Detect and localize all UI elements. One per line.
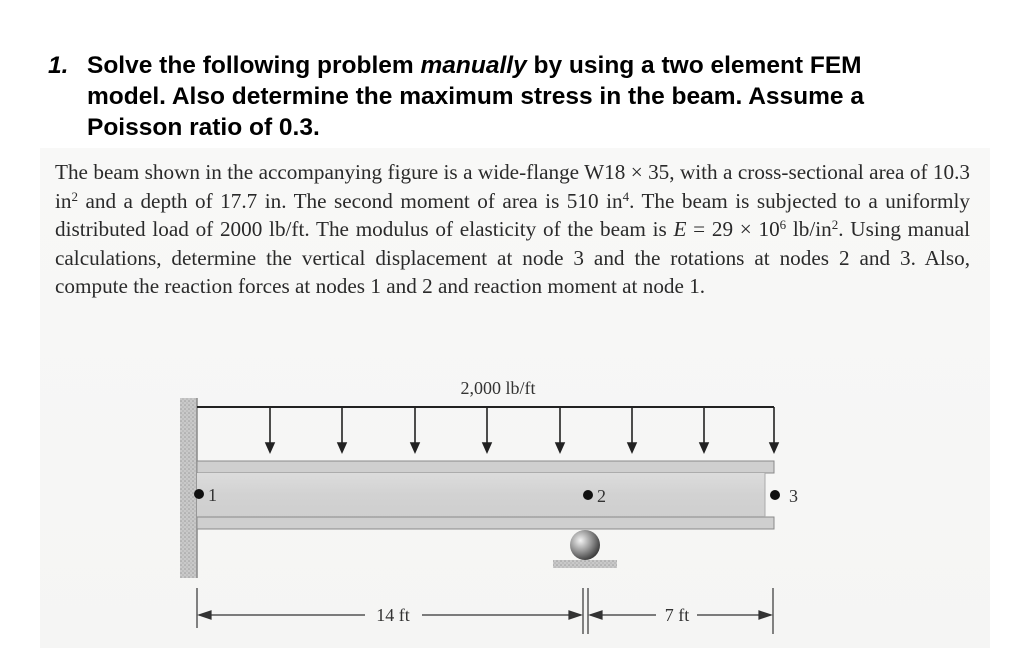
beam-bottom-flange xyxy=(197,517,774,529)
paragraph-text-4: = 29 × 10 xyxy=(686,217,780,242)
node-3-label: 3 xyxy=(789,486,798,506)
node-2-label: 2 xyxy=(597,486,606,506)
node-1-label: 1 xyxy=(208,485,217,505)
roller-ground xyxy=(553,560,617,568)
load-arrow xyxy=(628,407,636,452)
load-arrow xyxy=(700,407,708,452)
problem-line1-prefix: Solve the following problem xyxy=(87,52,421,79)
load-arrow xyxy=(556,407,564,452)
node-3-marker xyxy=(770,490,780,500)
superscript-modulus-unit: 2 xyxy=(831,217,839,233)
superscript-inertia-unit: 4 xyxy=(622,188,630,204)
node-1-marker xyxy=(194,489,204,499)
load-arrows xyxy=(266,407,778,452)
load-arrow xyxy=(770,407,778,452)
paragraph-text-2: and a depth of 17.7 in. The second moment of area is 510 in xyxy=(77,188,623,213)
problem-number: 1. xyxy=(48,52,69,79)
superscript-area-unit: 2 xyxy=(71,188,78,204)
paragraph-text-5: lb/in xyxy=(786,217,832,242)
modulus-symbol: E xyxy=(673,217,687,242)
roller-support xyxy=(570,530,600,560)
fixed-wall-support xyxy=(180,398,197,578)
paragraph-text-1: The beam shown in the accompanying figure is a wide-flange W18 × 35, with a cross-sectional area of 10.3 in xyxy=(55,160,970,213)
paragraph-text-3: . The beam is subjected to a uniformly distributed load of 2000 lb/ft. The modulus of elasticity of the beam is xyxy=(55,188,970,242)
beam-top-flange xyxy=(197,461,774,473)
load-label: 2,000 lb/ft xyxy=(460,378,536,398)
load-arrow xyxy=(338,407,346,452)
problem-line1-suffix: by using a two element FEM xyxy=(526,52,862,79)
load-arrow xyxy=(483,407,491,452)
span-2-label: 7 ft xyxy=(664,605,690,625)
span-1-label: 14 ft xyxy=(376,605,410,625)
problem-line2: model. Also determine the maximum stress in the beam. Assume a xyxy=(87,83,864,110)
problem-line1-emphasis: manually xyxy=(420,52,527,79)
beam-web xyxy=(197,473,765,517)
load-arrow xyxy=(266,407,274,452)
node-2-marker xyxy=(583,490,593,500)
paragraph-text-6: . Using manual calculations, determine the vertical displacement at node 3 and the rotations at nodes 2 and 3. Also, compute the reaction forces at nodes 1 and 2 and reaction moment at node 1. xyxy=(55,217,971,299)
superscript-exponent: 6 xyxy=(779,217,787,233)
load-arrow xyxy=(411,407,419,452)
problem-line3: Poisson ratio of 0.3. xyxy=(87,114,320,141)
